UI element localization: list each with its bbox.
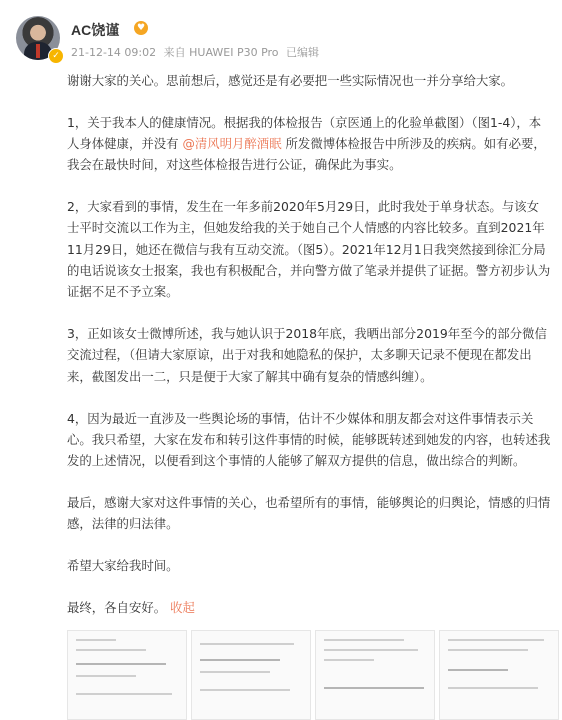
paragraph-intro: 谢谢大家的关心。思前想后，感觉还是有必要把一些实际情况也一并分享给大家。 <box>67 73 514 88</box>
vip-heart-icon[interactable]: ♥ <box>134 21 148 35</box>
avatar-tie <box>36 44 40 58</box>
paragraph-health-part2: 所发微博体检报告中所涉及的疾病。如有必要，我会在最快时间，对这些体检报告进行公证，确保此为事实。 <box>67 136 546 173</box>
paragraph-health-part1: 1，关于我本人的健康情况。根据我的体检报告（京医通上的化验单截图）（图1-4），本人身体健康，并没有 <box>67 114 542 152</box>
paragraph-event: 2，大家看到的事情，发生在一年多前2020年5月29日，此时我处于单身状态。与该女士平时交流以工作为主，但她发给我的关于她自己个人情感的内容比较多。直到2021年11月29日，她还在微信与我有互动交流。（图5）。2021年12月1日我突然接到徐汇分局的电话说该女士报案，我也有积极配合，并向警方做了笔录并提供了证据。警方初步认为证据不足不予立案。 <box>67 199 551 300</box>
image-thumbnails <box>67 630 557 718</box>
edited-label[interactable]: 已编辑 <box>286 46 320 59</box>
username[interactable]: AC饶谨 <box>71 22 120 38</box>
collapse-link[interactable]: 收起 <box>170 599 195 615</box>
mention-link[interactable]: @清风明月醉酒眠 <box>182 136 282 152</box>
post-time[interactable]: 21-12-14 09:02 <box>71 46 157 59</box>
paragraph-relationship: 3，正如该女士微博所述，我与她认识于2018年底，我晒出部分2019年至今的部分微信交流过程，（但请大家原谅，出于对我和她隐私的保护，太多聊天记录不便现在都发出来，截图发出一二，只是便于大家了解其中确有复杂的情感纠缠）。 <box>67 326 547 384</box>
paragraph-final <box>67 597 551 618</box>
thumbnail-3[interactable] <box>315 630 435 720</box>
paragraph-final-text: 最终，各自安好。 <box>67 599 167 615</box>
paragraph-time: 希望大家给我时间。 <box>67 558 179 574</box>
post-header <box>16 14 546 68</box>
thumbnail-1[interactable] <box>67 630 187 720</box>
post-meta <box>71 44 323 60</box>
paragraph-health <box>67 112 551 176</box>
post-source: 来自 HUAWEI P30 Pro <box>163 46 279 59</box>
paragraph-closing: 最后，感谢大家对这件事情的关心，也希望所有的事情，能够舆论的归舆论，情感的归情感，法律的归法律。 <box>67 494 551 532</box>
thumbnail-2[interactable] <box>191 630 311 720</box>
post-content <box>67 70 551 639</box>
verified-badge-icon: ✓ <box>48 48 64 64</box>
thumbnail-4[interactable] <box>439 630 559 720</box>
paragraph-media: 4，因为最近一直涉及一些舆论场的事情，估计不少媒体和朋友都会对这件事情表示关心。我只希望，大家在发布和转引这件事情的时候，能够既转述到她发的内容，也转述我发的上述情况，以便看到这个事情的人能够了解双方提供的信息，做出综合的判断。 <box>67 410 551 469</box>
